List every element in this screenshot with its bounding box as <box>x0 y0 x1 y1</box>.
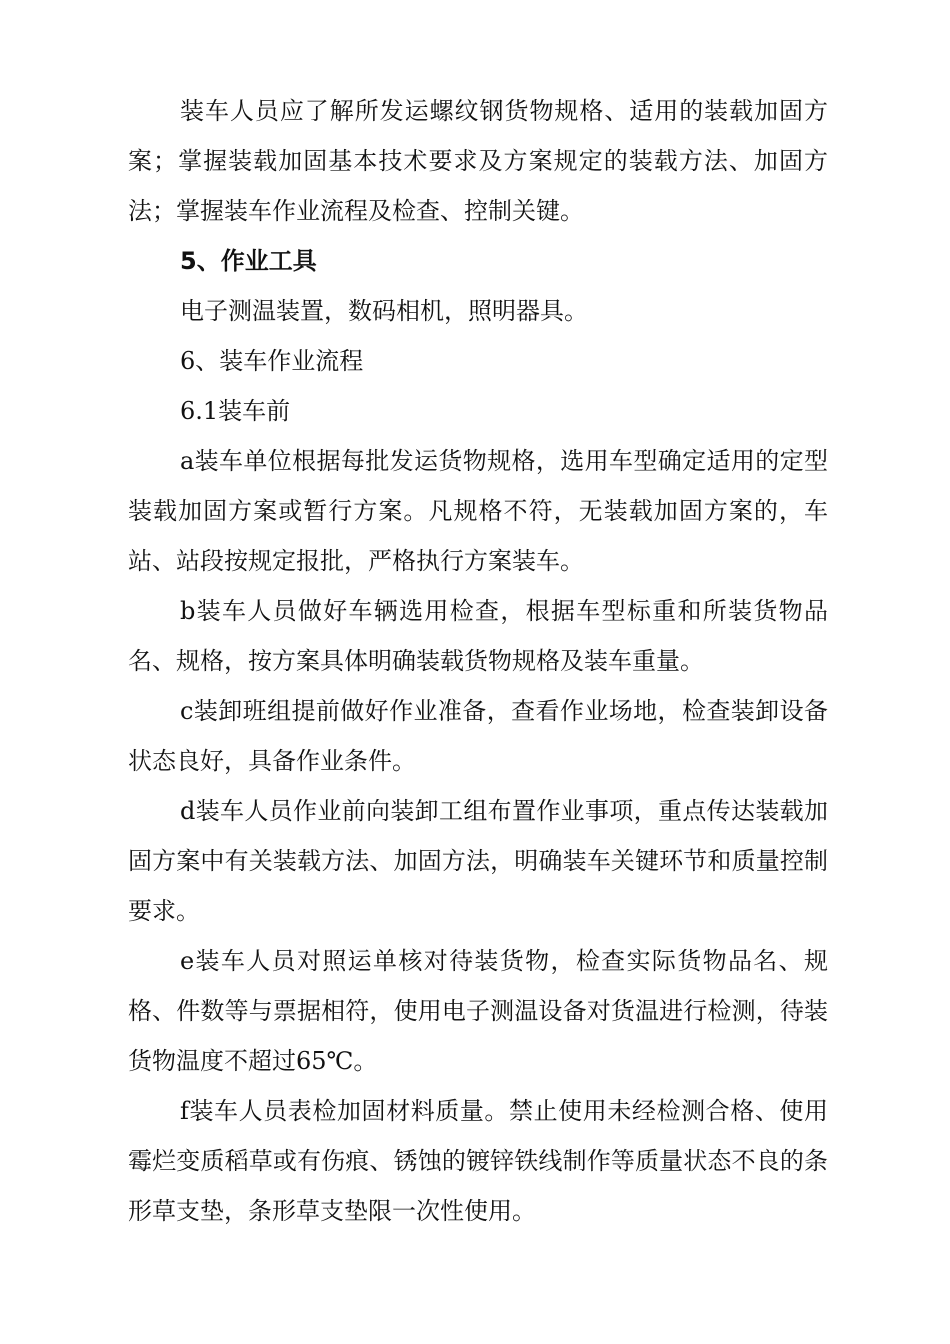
paragraph-item-e: e装车人员对照运单核对待装货物，检查实际货物品名、规格、件数等与票据相符，使用电子测温设备对货温进行检测，待装货物温度不超过65℃。 <box>128 947 828 1075</box>
document-body <box>128 86 828 1236</box>
paragraph-item-b: b装车人员做好车辆选用检查，根据车型标重和所装货物品名、规格，按方案具体明确装载货物规格及装车重量。 <box>128 597 828 675</box>
paragraph-item-f: f装车人员表检加固材料质量。禁止使用未经检测合格、使用霉烂变质稻草或有伤痕、锈蚀的镀锌铁线制作等质量状态不良的条形草支垫，条形草支垫限一次性使用。 <box>128 1097 828 1225</box>
paragraph-item-d: d装车人员作业前向装卸工组布置作业事项，重点传达装载加固方案中有关装载方法、加固方法，明确装车关键环节和质量控制要求。 <box>128 797 828 925</box>
paragraph-tools: 电子测温装置，数码相机，照明器具。 <box>180 297 588 325</box>
section-heading-loading-process: 6、装车作业流程 <box>180 347 364 375</box>
paragraph-item-a: a装车单位根据每批发运货物规格，选用车型确定适用的定型装载加固方案或暂行方案。凡规格不符，无装载加固方案的，车站、站段按规定报批，严格执行方案装车。 <box>128 447 828 575</box>
paragraph-loader-requirements: 装车人员应了解所发运螺纹钢货物规格、适用的装载加固方案；掌握装载加固基本技术要求及方案规定的装载方法、加固方法；掌握装车作业流程及检查、控制关键。 <box>128 97 828 225</box>
subsection-heading-before-loading: 6.1装车前 <box>180 397 291 425</box>
section-heading-tools: 5、作业工具 <box>180 247 317 275</box>
paragraph-item-c: c装卸班组提前做好作业准备，查看作业场地，检查装卸设备状态良好，具备作业条件。 <box>128 697 828 775</box>
